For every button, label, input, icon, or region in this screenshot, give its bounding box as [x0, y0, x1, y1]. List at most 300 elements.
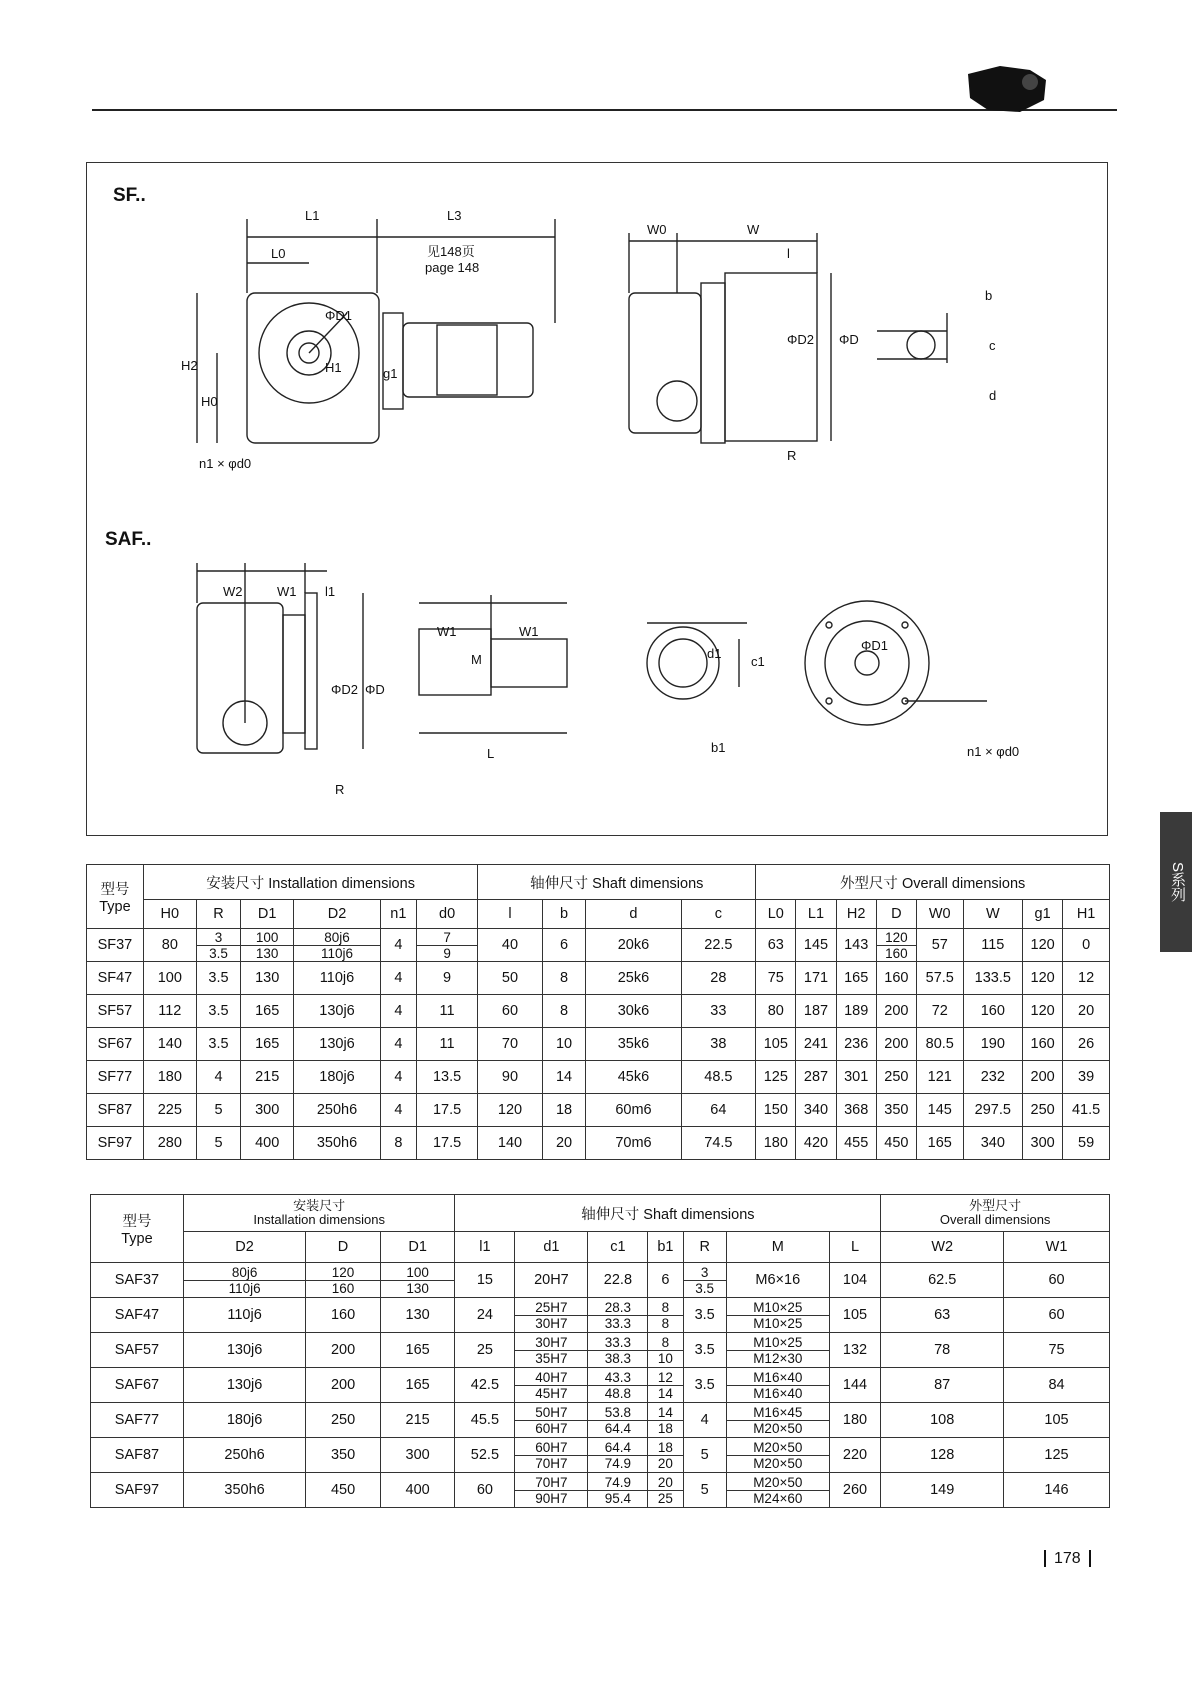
table-row	[87, 1061, 1110, 1094]
table-cell: 4	[380, 962, 416, 995]
installation-cn: 安装尺寸	[293, 1198, 346, 1213]
table-cell: 8 8	[648, 1298, 683, 1333]
table-cell: 125	[756, 1061, 796, 1094]
table-cell: 350	[876, 1094, 916, 1127]
table-cell: 48.5	[681, 1061, 756, 1094]
dim-W1-a: W1	[277, 584, 297, 599]
column-header: D1	[241, 900, 294, 929]
table-cell: SF37	[87, 929, 144, 962]
column-header: W	[963, 900, 1022, 929]
ref-cn: 见148页	[427, 244, 475, 259]
table-cell: 4	[380, 929, 416, 962]
dim-g1: g1	[383, 366, 398, 381]
table-cell: 40H7 45H7	[515, 1368, 588, 1403]
installation-header	[183, 1195, 455, 1232]
table-cell: 450	[306, 1473, 381, 1508]
table-cell: 146	[1004, 1473, 1110, 1508]
table-cell: 4	[683, 1403, 726, 1438]
table-cell: 38	[681, 1028, 756, 1061]
dim-L1: L1	[305, 208, 320, 223]
column-header: D	[306, 1232, 381, 1263]
table-cell: 4	[380, 995, 416, 1028]
overall-header: 外型尺寸 Overall dimensions	[756, 865, 1110, 900]
saf-hollow-shaft	[647, 623, 747, 699]
table-cell: 130j6	[294, 1028, 381, 1061]
column-header: W2	[881, 1232, 1004, 1263]
dim-R-saf: R	[335, 782, 345, 797]
column-header: H2	[836, 900, 876, 929]
table-cell: 165	[380, 1333, 455, 1368]
dim-H1: H1	[325, 360, 342, 375]
ref-en: page 148	[425, 260, 480, 275]
column-header: b1	[648, 1232, 683, 1263]
column-header: c1	[588, 1232, 648, 1263]
table-cell: M10×25 M12×30	[726, 1333, 829, 1368]
table-cell: 63	[881, 1298, 1004, 1333]
table-cell: 25H7 30H7	[515, 1298, 588, 1333]
table-cell: 450	[876, 1127, 916, 1160]
table-cell: 39	[1063, 1061, 1110, 1094]
table-cell: SAF97	[91, 1473, 184, 1508]
table-cell: 250	[306, 1403, 381, 1438]
table-cell: 120 160	[876, 929, 916, 962]
table-cell: 115	[963, 929, 1022, 962]
table-cell: 3.5	[683, 1298, 726, 1333]
column-header: b	[542, 900, 586, 929]
overall-header	[881, 1195, 1110, 1232]
sf-front-view	[197, 219, 555, 443]
table-cell: 215	[241, 1061, 294, 1094]
table-cell: 220	[829, 1438, 881, 1473]
dimension-drawings	[86, 162, 1108, 836]
table-cell: 300	[241, 1094, 294, 1127]
dim-W0: W0	[647, 222, 667, 237]
table-cell: 80.5	[916, 1028, 963, 1061]
table-cell: 60m6	[586, 1094, 681, 1127]
dim-W1-b: W1	[437, 624, 457, 639]
dim-b1: b1	[711, 740, 726, 755]
table-cell: 80	[143, 929, 196, 962]
column-header: M	[726, 1232, 829, 1263]
table-cell: 3 3.5	[196, 929, 240, 962]
table-row	[87, 995, 1110, 1028]
table-cell: 160	[963, 995, 1022, 1028]
dim-d1: d1	[707, 646, 722, 661]
table-cell: 280	[143, 1127, 196, 1160]
table-cell: 215	[380, 1403, 455, 1438]
table-cell: 8 10	[648, 1333, 683, 1368]
table-cell: 0	[1063, 929, 1110, 962]
table-cell: 3.5	[196, 1028, 240, 1061]
table-cell: 50H7 60H7	[515, 1403, 588, 1438]
table-cell: 140	[478, 1127, 542, 1160]
table-cell: 187	[796, 995, 836, 1028]
table-cell: 350	[306, 1438, 381, 1473]
column-header: H1	[1063, 900, 1110, 929]
column-header: W1	[1004, 1232, 1110, 1263]
dim-H0: H0	[201, 394, 218, 409]
table-cell: 400	[241, 1127, 294, 1160]
table-cell: 105	[1004, 1403, 1110, 1438]
table-cell: 22.8	[588, 1263, 648, 1298]
column-header: W0	[916, 900, 963, 929]
table-cell: 8	[542, 962, 586, 995]
table-cell: 5	[683, 1473, 726, 1508]
table-cell: 33.3 38.3	[588, 1333, 648, 1368]
table-cell: SAF37	[91, 1263, 184, 1298]
dim-W1-c: W1	[519, 624, 539, 639]
table-cell: 190	[963, 1028, 1022, 1061]
dim-D2: ΦD2	[787, 332, 814, 347]
dim-n1-d0: n1 × φd0	[199, 456, 252, 471]
column-header: D1	[380, 1232, 455, 1263]
sf-label: SF..	[113, 185, 146, 206]
table-cell: 3.5	[196, 995, 240, 1028]
table-cell: 45.5	[455, 1403, 515, 1438]
table-cell: 165	[836, 962, 876, 995]
dim-L0: L0	[271, 246, 286, 261]
table-cell: 250h6	[183, 1438, 305, 1473]
table-cell: 455	[836, 1127, 876, 1160]
table-cell: 200	[876, 995, 916, 1028]
table-cell: 4	[380, 1061, 416, 1094]
overall-en: Overall dimensions	[939, 1212, 1051, 1227]
table-cell: 100 130	[241, 929, 294, 962]
dim-d: d	[989, 388, 997, 403]
table-cell: 15	[455, 1263, 515, 1298]
table-cell: 43.3 48.8	[588, 1368, 648, 1403]
table-cell: 120	[1023, 929, 1063, 962]
table-cell: 12 14	[648, 1368, 683, 1403]
table-cell: 14 18	[648, 1403, 683, 1438]
table-cell: 33	[681, 995, 756, 1028]
column-header: l	[478, 900, 542, 929]
table-cell: 5	[196, 1094, 240, 1127]
table-row	[91, 1333, 1110, 1368]
table-cell: 225	[143, 1094, 196, 1127]
table-cell: SAF67	[91, 1368, 184, 1403]
table-cell: 400	[380, 1473, 455, 1508]
table-cell: 105	[756, 1028, 796, 1061]
table-cell: 200	[306, 1368, 381, 1403]
table-cell: 144	[829, 1368, 881, 1403]
table-cell: M10×25 M10×25	[726, 1298, 829, 1333]
dim-L3: L3	[447, 208, 462, 223]
table-cell: 53.8 64.4	[588, 1403, 648, 1438]
table-cell: 200	[1023, 1061, 1063, 1094]
table-cell: 80j6 110j6	[294, 929, 381, 962]
table-row	[91, 1473, 1110, 1508]
table-cell: 11	[416, 995, 477, 1028]
table-cell: 22.5	[681, 929, 756, 962]
table-cell: 145	[796, 929, 836, 962]
table-cell: 70H7 90H7	[515, 1473, 588, 1508]
shaft-key-detail	[877, 313, 947, 363]
type-cn: 型号	[122, 1214, 152, 1230]
table-row	[91, 1298, 1110, 1333]
table-cell: 10	[542, 1028, 586, 1061]
table-cell: 180	[829, 1403, 881, 1438]
table-row	[91, 1438, 1110, 1473]
table-cell: 368	[836, 1094, 876, 1127]
table-cell: 59	[1063, 1127, 1110, 1160]
table-cell: 74.9 95.4	[588, 1473, 648, 1508]
table-cell: 108	[881, 1403, 1004, 1438]
table-cell: 24	[455, 1298, 515, 1333]
dim-c: c	[989, 338, 996, 353]
table-cell: 340	[796, 1094, 836, 1127]
table-cell: M6×16	[726, 1263, 829, 1298]
type-en: Type	[121, 1231, 153, 1247]
dim-M: M	[471, 652, 482, 667]
saf-flange	[805, 601, 987, 725]
table-cell: 60	[478, 995, 542, 1028]
installation-en: Installation dimensions	[253, 1212, 385, 1227]
dim-l1: l1	[325, 584, 336, 599]
table-cell: 18 20	[648, 1438, 683, 1473]
table-cell: 340	[963, 1127, 1022, 1160]
table-row	[91, 1263, 1110, 1298]
table-cell: 232	[963, 1061, 1022, 1094]
table-cell: 40	[478, 929, 542, 962]
table-cell: SF77	[87, 1061, 144, 1094]
table-cell: 180j6	[183, 1403, 305, 1438]
table-cell: SF57	[87, 995, 144, 1028]
table-cell: 3.5	[196, 962, 240, 995]
table-cell: 57.5	[916, 962, 963, 995]
table-cell: 165	[916, 1127, 963, 1160]
saf-label: SAF..	[105, 529, 152, 550]
table-cell: 130	[241, 962, 294, 995]
table-cell: 4	[380, 1028, 416, 1061]
table-cell: 25	[455, 1333, 515, 1368]
table-cell: 165	[241, 995, 294, 1028]
column-header: D	[876, 900, 916, 929]
table-cell: 104	[829, 1263, 881, 1298]
table-cell: 8	[380, 1127, 416, 1160]
saf-dimension-table	[90, 1194, 1110, 1508]
dim-D1-saf: ΦD1	[861, 638, 888, 653]
series-side-tab: S系列	[1160, 812, 1192, 952]
sf-dimension-table	[86, 864, 1110, 1160]
table-cell: 20	[1063, 995, 1110, 1028]
table-cell: 171	[796, 962, 836, 995]
table-cell: 180	[143, 1061, 196, 1094]
column-header: d1	[515, 1232, 588, 1263]
type-en: Type	[99, 899, 131, 915]
table-cell: 20	[542, 1127, 586, 1160]
table-cell: 80	[756, 995, 796, 1028]
table-cell: SF87	[87, 1094, 144, 1127]
technical-drawing	[87, 163, 1107, 835]
table-cell: 84	[1004, 1368, 1110, 1403]
table-cell: 41.5	[1063, 1094, 1110, 1127]
table-cell: 110j6	[294, 962, 381, 995]
table-cell: SAF47	[91, 1298, 184, 1333]
table-cell: 26	[1063, 1028, 1110, 1061]
table-cell: 250	[876, 1061, 916, 1094]
dim-b: b	[985, 288, 993, 303]
table-cell: 7 9	[416, 929, 477, 962]
dim-R: R	[787, 448, 797, 463]
table-cell: 110j6	[183, 1298, 305, 1333]
table-cell: M20×50 M20×50	[726, 1438, 829, 1473]
table-row	[87, 929, 1110, 962]
table-cell: 90	[478, 1061, 542, 1094]
table-cell: 300	[380, 1438, 455, 1473]
table-cell: 4	[196, 1061, 240, 1094]
table-row	[87, 1127, 1110, 1160]
table-cell: 74.5	[681, 1127, 756, 1160]
dim-W: W	[747, 222, 760, 237]
table-cell: 6	[648, 1263, 683, 1298]
table-cell: 130	[380, 1298, 455, 1333]
table-cell: 75	[756, 962, 796, 995]
table-cell: 200	[876, 1028, 916, 1061]
overall-cn: 外型尺寸	[969, 1198, 1022, 1213]
table-cell: 125	[1004, 1438, 1110, 1473]
dim-W2: W2	[223, 584, 243, 599]
table-cell: 132	[829, 1333, 881, 1368]
table-cell: 25k6	[586, 962, 681, 995]
table-cell: 14	[542, 1061, 586, 1094]
table-cell: 112	[143, 995, 196, 1028]
column-header: L0	[756, 900, 796, 929]
table-cell: 130j6	[294, 995, 381, 1028]
table-cell: 60	[1004, 1263, 1110, 1298]
table-cell: 87	[881, 1368, 1004, 1403]
table-cell: 3.5	[683, 1333, 726, 1368]
table-cell: SF47	[87, 962, 144, 995]
table-row	[91, 1368, 1110, 1403]
table-cell: 120	[1023, 995, 1063, 1028]
table-row	[87, 1028, 1110, 1061]
dim-D1: ΦD1	[325, 308, 352, 323]
table-cell: SF97	[87, 1127, 144, 1160]
column-header: H0	[143, 900, 196, 929]
table-cell: 260	[829, 1473, 881, 1508]
table-cell: 28.3 33.3	[588, 1298, 648, 1333]
type-header	[87, 865, 144, 929]
dim-c1: c1	[751, 654, 765, 669]
table-cell: 30H7 35H7	[515, 1333, 588, 1368]
table-cell: 250	[1023, 1094, 1063, 1127]
type-cn: 型号	[100, 882, 130, 898]
column-header: R	[196, 900, 240, 929]
table-cell: 200	[306, 1333, 381, 1368]
column-header: d0	[416, 900, 477, 929]
dim-D-saf: ΦD	[365, 682, 385, 697]
table-cell: 70	[478, 1028, 542, 1061]
table-cell: 4	[380, 1094, 416, 1127]
table-cell: 20 25	[648, 1473, 683, 1508]
table-cell: 165	[241, 1028, 294, 1061]
table-cell: M16×40 M16×40	[726, 1368, 829, 1403]
table-cell: 300	[1023, 1127, 1063, 1160]
dim-D2-saf: ΦD2	[331, 682, 358, 697]
table-cell: 121	[916, 1061, 963, 1094]
table-row	[87, 962, 1110, 995]
table-cell: 128	[881, 1438, 1004, 1473]
table-cell: 120	[1023, 962, 1063, 995]
table-cell: 11	[416, 1028, 477, 1061]
table-cell: 3.5	[683, 1368, 726, 1403]
table-cell: 52.5	[455, 1438, 515, 1473]
table-cell: 30k6	[586, 995, 681, 1028]
table-cell: 149	[881, 1473, 1004, 1508]
table-cell: 350h6	[294, 1127, 381, 1160]
table-cell: 133.5	[963, 962, 1022, 995]
table-cell: 13.5	[416, 1061, 477, 1094]
column-header: D2	[294, 900, 381, 929]
table-cell: 189	[836, 995, 876, 1028]
table-cell: 287	[796, 1061, 836, 1094]
table-cell: 160	[1023, 1028, 1063, 1061]
column-header: c	[681, 900, 756, 929]
table-cell: 5	[683, 1438, 726, 1473]
table-cell: 80j6 110j6	[183, 1263, 305, 1298]
dim-H2: H2	[181, 358, 198, 373]
table-cell: 150	[756, 1094, 796, 1127]
page-number: 178	[1044, 1550, 1091, 1568]
shaft-header: 轴伸尺寸 Shaft dimensions	[455, 1195, 881, 1232]
table-cell: 250h6	[294, 1094, 381, 1127]
dim-n1-d0-saf: n1 × φd0	[967, 744, 1020, 759]
table-cell: M20×50 M24×60	[726, 1473, 829, 1508]
table-cell: 60H7 70H7	[515, 1438, 588, 1473]
table-cell: SAF57	[91, 1333, 184, 1368]
table-cell: 236	[836, 1028, 876, 1061]
table-cell: 143	[836, 929, 876, 962]
table-cell: M16×45 M20×50	[726, 1403, 829, 1438]
table-cell: 70m6	[586, 1127, 681, 1160]
dim-D: ΦD	[839, 332, 859, 347]
table-cell: 75	[1004, 1333, 1110, 1368]
table-cell: 297.5	[963, 1094, 1022, 1127]
table-row	[87, 1094, 1110, 1127]
column-header: R	[683, 1232, 726, 1263]
table-cell: 3 3.5	[683, 1263, 726, 1298]
gear-motor-thumbnail	[960, 60, 1052, 116]
table-cell: 120	[478, 1094, 542, 1127]
table-cell: 241	[796, 1028, 836, 1061]
table-cell: SF67	[87, 1028, 144, 1061]
table-cell: 160	[876, 962, 916, 995]
table-cell: 6	[542, 929, 586, 962]
table-cell: 50	[478, 962, 542, 995]
table-cell: 64.4 74.9	[588, 1438, 648, 1473]
table-cell: 62.5	[881, 1263, 1004, 1298]
table-cell: 8	[542, 995, 586, 1028]
table-cell: 17.5	[416, 1127, 477, 1160]
table-cell: 130j6	[183, 1368, 305, 1403]
type-header	[91, 1195, 184, 1263]
dim-L: L	[487, 746, 495, 761]
table-cell: 105	[829, 1298, 881, 1333]
column-header: L1	[796, 900, 836, 929]
installation-header: 安装尺寸 Installation dimensions	[143, 865, 477, 900]
table-cell: 120 160	[306, 1263, 381, 1298]
table-cell: 20k6	[586, 929, 681, 962]
table-cell: 130j6	[183, 1333, 305, 1368]
table-cell: 165	[380, 1368, 455, 1403]
table-row	[91, 1403, 1110, 1438]
table-cell: 140	[143, 1028, 196, 1061]
column-header: n1	[380, 900, 416, 929]
table-cell: 42.5	[455, 1368, 515, 1403]
table-cell: 100 130	[380, 1263, 455, 1298]
table-cell: 60	[455, 1473, 515, 1508]
